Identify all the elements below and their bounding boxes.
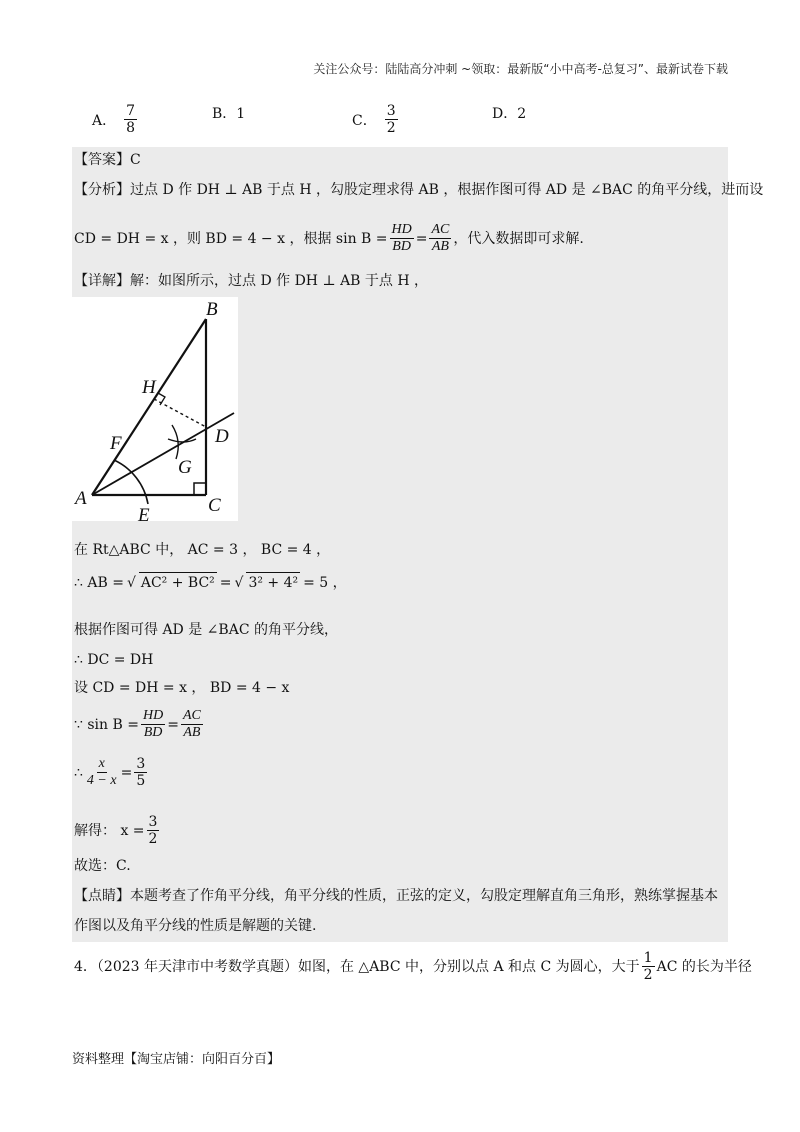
- label-e: E: [138, 505, 150, 521]
- option-c-fraction: [385, 103, 398, 136]
- sqrt-1: AC² + BC²: [139, 572, 217, 593]
- equals: =: [219, 574, 232, 591]
- option-b: [212, 103, 245, 123]
- option-d-label: D．2: [492, 106, 527, 122]
- step-2a: ∴ AB =: [74, 574, 124, 591]
- comment-tag: 【点睛】: [74, 888, 130, 904]
- analysis-text-1: 过点 D 作 DH ⊥ AB 于点 H ，勾股定理求得 AB ，根据作图可得 AD 是 ∠BAC 的角平分线，进而设: [130, 182, 764, 198]
- question-4: [74, 950, 752, 983]
- detail-line: [74, 271, 428, 291]
- step-8-frac: [147, 814, 160, 847]
- answer-tag: 【答案】: [74, 152, 130, 168]
- step-4: ∴ DC = DH: [74, 652, 154, 668]
- label-g: G: [178, 457, 192, 478]
- geometry-figure: [72, 297, 238, 521]
- step-6-frac-1: [141, 708, 165, 741]
- frac-den: 2: [386, 120, 396, 137]
- frac-num: 1: [643, 950, 653, 966]
- option-a-fraction: [124, 103, 137, 136]
- frac-den: 4 − x: [86, 773, 117, 789]
- label-b: B: [206, 299, 218, 320]
- step-7: [74, 756, 149, 789]
- comment-line-2: 作图以及角平分线的性质是解题的关键.: [74, 918, 317, 934]
- step-2b: = 5 ，: [303, 574, 347, 591]
- step-8a: 解得： x =: [74, 822, 145, 839]
- step-7-frac-1: [85, 756, 119, 789]
- frac-den: 5: [136, 773, 146, 790]
- page-footer: 资料整理【淘宝店铺：向阳百分百】: [72, 1052, 281, 1067]
- sqrt-2: 3² + 4²: [246, 572, 300, 593]
- question-4-fraction: [642, 950, 655, 983]
- frac-num: 3: [386, 103, 396, 119]
- option-a: [92, 103, 139, 136]
- step-3: 根据作图可得 AD 是 ∠BAC 的角平分线，: [74, 622, 338, 638]
- step-7a: ∴: [74, 764, 83, 781]
- frac-den: 2: [148, 831, 158, 848]
- label-h: H: [142, 377, 156, 398]
- step-6-frac-2: [181, 708, 203, 741]
- option-c-label: C．: [352, 112, 377, 129]
- detail-tag: 【详解】: [74, 273, 130, 289]
- option-c: [352, 103, 400, 136]
- option-b-label: B．1: [212, 106, 246, 122]
- label-f: F: [110, 433, 122, 454]
- label-a: A: [75, 488, 87, 509]
- analysis-text-2b: ，代入数据即可求解.: [453, 230, 584, 247]
- label-d: D: [215, 426, 229, 447]
- question-4-text-a: 4．（2023 年天津市中考数学真题）如图，在 △ABC 中，分别以点 A 和点 C 为圆心，大于: [74, 958, 640, 975]
- analysis-frac-2: [429, 222, 451, 255]
- frac-den: BD: [143, 725, 163, 741]
- answer-line: [74, 150, 141, 170]
- question-4-text-b: AC 的长为半径: [656, 958, 752, 975]
- analysis-frac-1: [390, 222, 414, 255]
- comment-text-1: 本题考查了作角平分线，角平分线的性质，正弦的定义，勾股定理解直角三角形，熟练掌握基本: [130, 888, 718, 904]
- analysis-tag: 【分析】: [74, 182, 130, 198]
- step-7-frac-2: [134, 756, 147, 789]
- equals: =: [120, 764, 133, 781]
- answer-value: C: [130, 152, 141, 168]
- step-9: 故选：C.: [74, 858, 131, 874]
- detail-text: 解：如图所示，过点 D 作 DH ⊥ AB 于点 H ，: [130, 273, 429, 289]
- frac-num: 3: [136, 756, 146, 772]
- analysis-line-2: [74, 222, 584, 255]
- option-d: [492, 103, 526, 123]
- frac-den: BD: [392, 239, 411, 255]
- analysis-line-1: [74, 180, 763, 200]
- frac-den: 2: [643, 967, 653, 984]
- frac-num: AC: [181, 708, 203, 725]
- frac-num: HD: [390, 222, 414, 239]
- frac-num: 3: [148, 814, 158, 830]
- equals: =: [415, 230, 428, 247]
- frac-num: AC: [429, 222, 451, 239]
- frac-den: 8: [126, 120, 136, 137]
- frac-num: x: [97, 756, 107, 773]
- step-6a: ∵ sin B =: [74, 716, 139, 733]
- frac-den: AB: [183, 725, 201, 741]
- page-header: 关注公众号：陆陆高分冲刺 ~领取：最新版“小中高考-总复习”、最新试卷下载: [313, 62, 728, 76]
- step-6: [74, 708, 205, 741]
- frac-den: AB: [431, 239, 449, 255]
- option-a-label: A．: [92, 112, 117, 129]
- frac-num: 7: [126, 103, 136, 119]
- comment-line-1: [74, 886, 718, 906]
- label-c: C: [208, 495, 221, 516]
- analysis-text-2a: CD = DH = x ，则 BD = 4 − x ，根据 sin B =: [74, 230, 388, 247]
- step-5: 设 CD = DH = x ， BD = 4 − x: [74, 680, 290, 696]
- step-2: ∴ AB = √ AC² + BC² = √ 3² + 4² = 5 ，: [74, 572, 347, 593]
- step-8: [74, 814, 161, 847]
- equals: =: [167, 716, 179, 733]
- step-1: 在 Rt△ABC 中， AC = 3 ， BC = 4 ，: [74, 542, 331, 558]
- frac-num: HD: [141, 708, 165, 725]
